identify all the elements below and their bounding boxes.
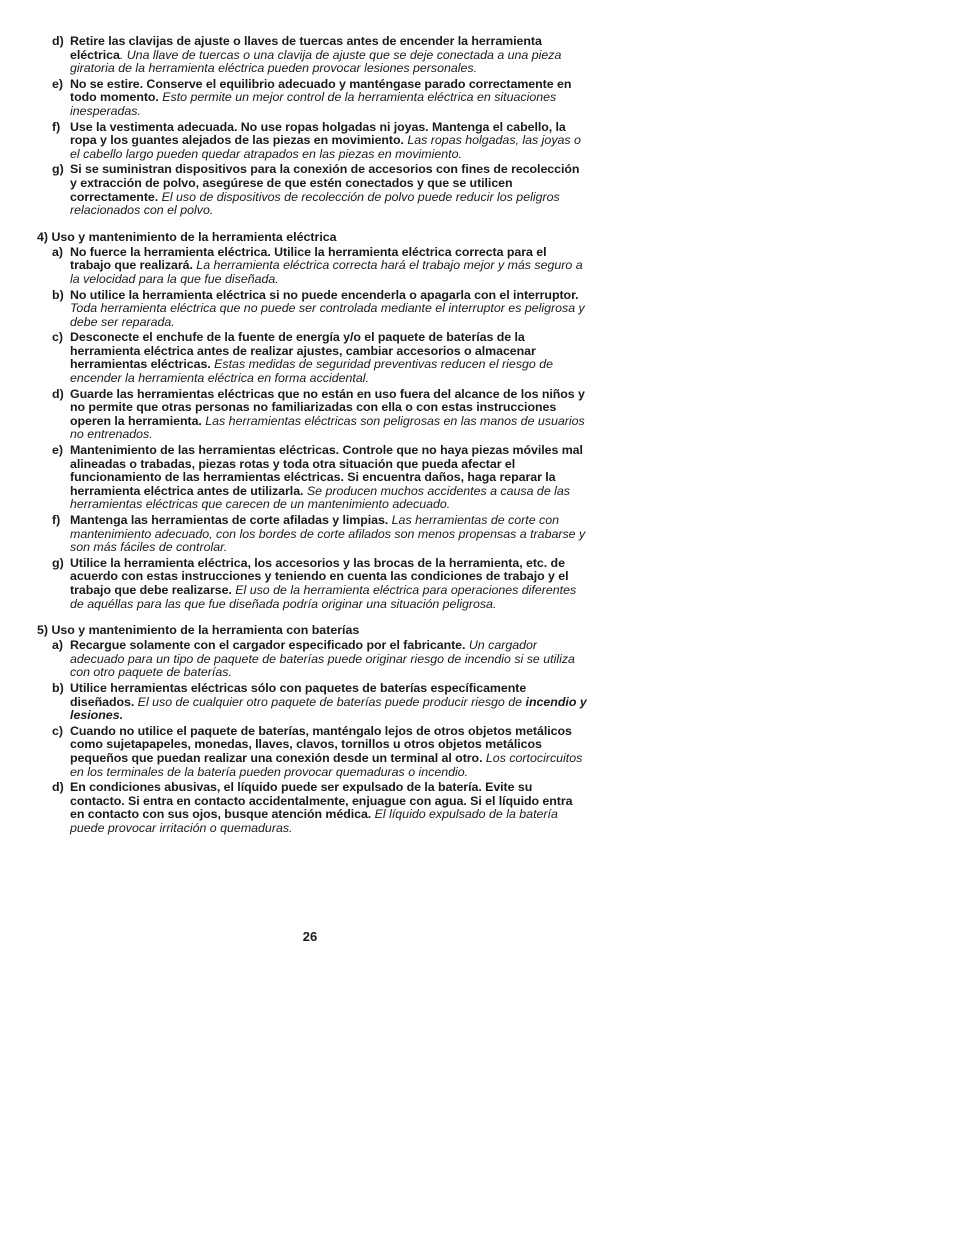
page-number: 26 [302,929,318,944]
list-item: g) Si se suministran dispositivos para la conexión de accesorios con fines de recolección y extracción de polvo, asegúrese de que estén conectados y que se utilicen correctamente. El uso de dispositivos de recolección de polvo puede reducir los peligros relacionados con el polvo. [52,162,580,218]
manual-text-column [37,35,589,837]
list-item: a) No fuerce la herramienta eléctrica. Utilice la herramienta eléctrica correcta para el trabajo que realizará. La herramienta eléctrica correcta hará el trabajo mejor y más seguro a la velocidad para la que fue diseñada. [52,244,583,286]
list-item: d) Retire las clavijas de ajuste o llaves de tuercas antes de encender la herramienta eléctrica. Una llave de tuercas o una clavija de ajuste que se deje conectada a una pieza giratoria de la herramienta eléctrica pueden provocar lesiones personales. [52,34,562,76]
list-item: c) Cuando no utilice el paquete de baterías, manténgalo lejos de otros objetos metálicos como sujetapapeles, monedas, llaves, clavos, tornillos u otros objetos metálicos pequeños que puedan realizar una conexión desde un terminal al otro. Los cortocircuitos en los terminales de la batería pueden provocar quemaduras o incendio. [52,723,583,779]
list-item: f) Mantenga las herramientas de corte afiladas y limpias. Las herramientas de corte con mantenimiento adecuado, con los bordes de corte afilados son menos propensas a trabarse y son más fáciles de controlar. [52,513,586,555]
section-heading: 5) Uso y mantenimiento de la herramienta con baterías [37,623,360,638]
list-item: b) Utilice herramientas eléctricas sólo con paquetes de baterías específicamente diseñados. El uso de cualquier otro paquete de baterías puede producir riesgo de incendio y lesiones. [52,680,587,723]
section-heading: 4) Uso y mantenimiento de la herramienta eléctrica [37,229,337,244]
list-item: a) Recargue solamente con el cargador especificado por el fabricante. Un cargador adecuado para un tipo de paquete de baterías puede originar riesgo de incendio si se utiliza con otro paquete de baterías. [52,638,575,680]
list-item: g) Utilice la herramienta eléctrica, los accesorios y las brocas de la herramienta, etc. de acuerdo con estas instrucciones y teniendo en cuenta las condiciones de trabajo y el trabajo que debe realizarse. El uso de la herramienta eléctrica para operaciones diferentes de aquéllas para las que fue diseñada podría originar una situación peligrosa. [52,555,577,611]
list-item: d) En condiciones abusivas, el líquido puede ser expulsado de la batería. Evite su contacto. Si entra en contacto accidentalmente, enjuague con agua. Si el líquido entra en contacto con sus ojos, busque atención médica. El líquido expulsado de la batería puede provocar irritación o quemaduras. [52,780,573,835]
list-item: e) No se estire. Conserve el equilibrio adecuado y manténgase parado correctamente en todo momento. Esto permite un mejor control de la herramienta eléctrica en situaciones inesperadas. [52,76,572,118]
section-5-items [37,639,589,835]
list-item: c) Desconecte el enchufe de la fuente de energía y/o el paquete de baterías de la herramienta eléctrica antes de realizar ajustes, cambiar accesorios o almacenar herramientas eléctricas. Estas medidas de seguridad preventivas reducen el riesgo de encender la herramienta eléctrica en forma accidental. [52,330,554,386]
list-item: e) Mantenimiento de las herramientas eléctricas. Controle que no haya piezas móviles mal alineadas o trabadas, piezas rotas y toda otra situación que pueda afectar el funcionamiento de las herramientas eléctricas. Si encuentra daños, haga reparar la herramienta eléctrica antes de utilizarla. Se producen muchos accidentes a causa de las herramientas eléctricas que carecen de un mantenimiento adecuado. [52,443,583,512]
list-item: d) Guarde las herramientas eléctricas que no están en uso fuera del alcance de los niños y no permite que otras personas no familiarizadas con ella o con estas instrucciones operen la herramienta. Las herramientas eléctricas son peligrosas en las manos de usuarios no entrenados. [52,386,585,442]
list-item: b) No utilice la herramienta eléctrica si no puede encenderla o apagarla con el interruptor. Toda herramienta eléctrica que no puede ser controlada mediante el interruptor es peligrosa y debe ser reparada. [52,287,585,329]
list-item: f) Use la vestimenta adecuada. No use ropas holgadas ni joyas. Mantenga el cabello, la ropa y los guantes alejados de las piezas en movimiento. Las ropas holgadas, las joyas o el cabello largo pueden quedar atrapados en las piezas en movimiento. [52,119,581,161]
section-3-items [37,35,589,218]
section-4-items [37,246,589,611]
